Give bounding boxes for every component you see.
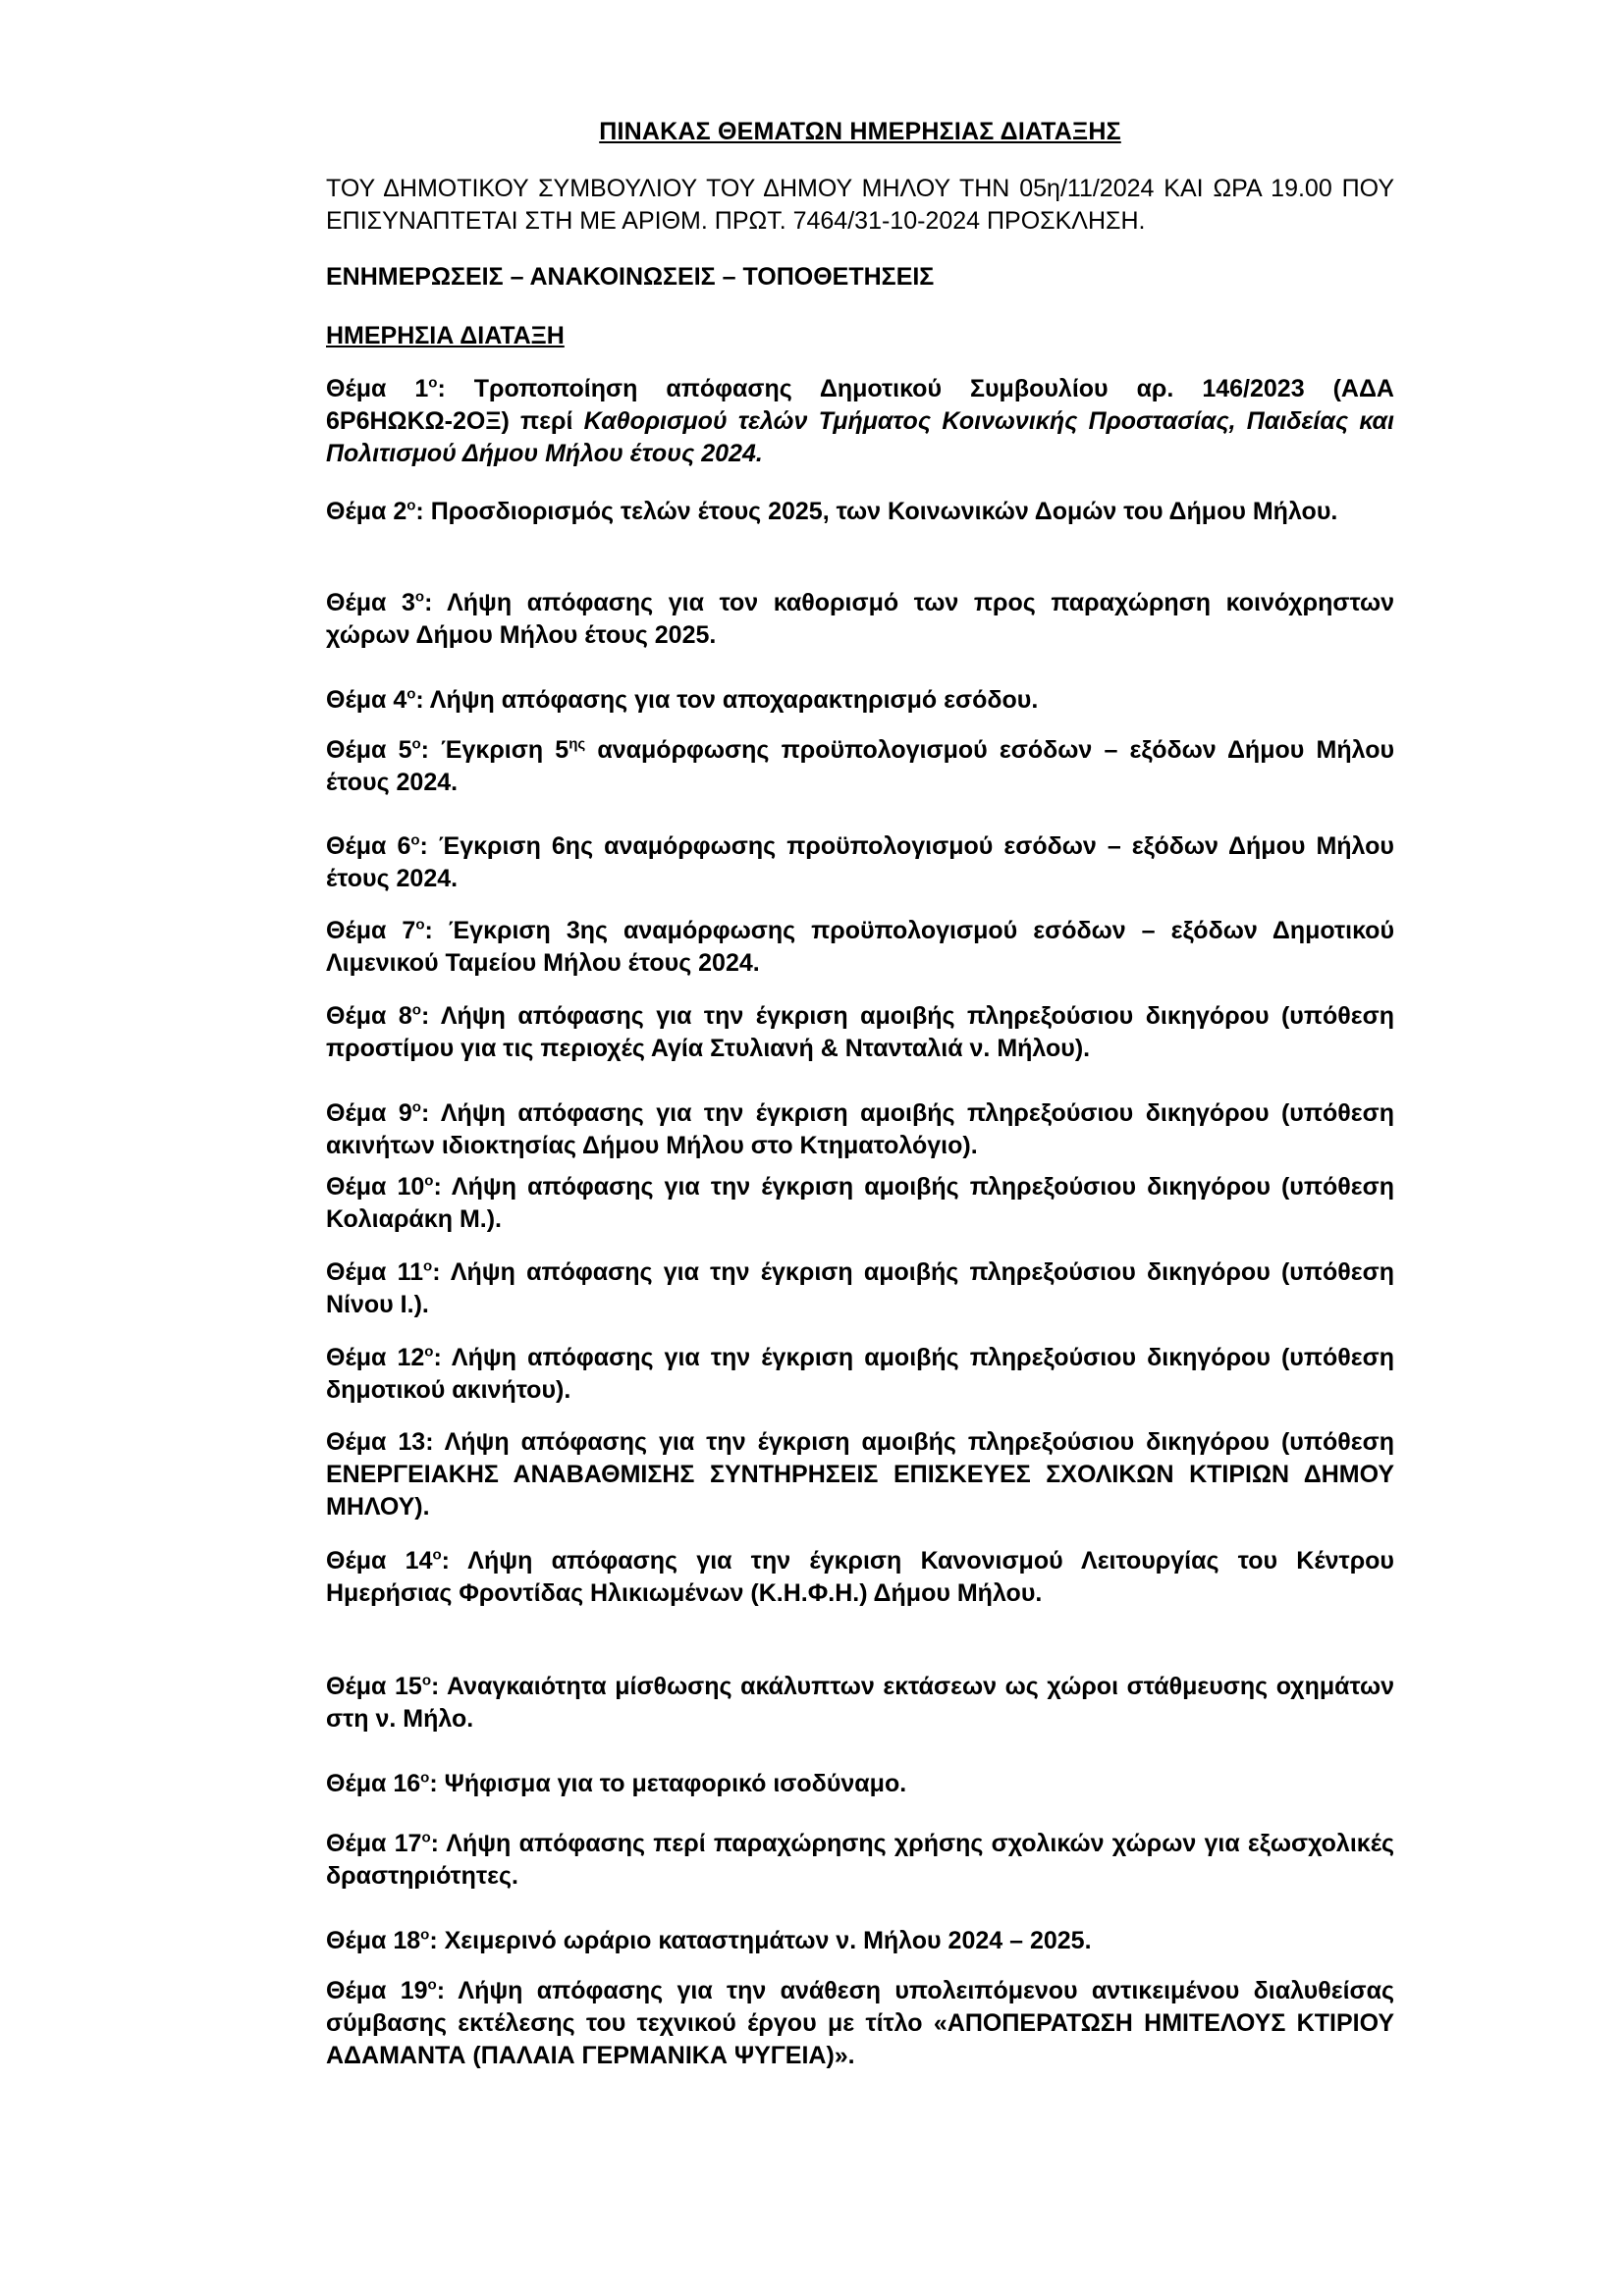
- agenda-item-1: [326, 373, 1394, 470]
- item-label: Θέμα 13: [326, 1428, 426, 1456]
- agenda-item-5: [326, 734, 1394, 799]
- agenda-item-14: [326, 1545, 1394, 1610]
- item-label: Θέμα 1: [326, 375, 429, 402]
- agenda-item-4: [326, 684, 1394, 717]
- item-text: : Λήψη απόφασης για τον αποχαρακτηρισμό εσόδου.: [415, 686, 1039, 714]
- item-label: Θέμα 5: [326, 736, 412, 764]
- item-sup-ordinal: ης: [568, 735, 586, 753]
- item-text: : Λήψη απόφασης περί παραχώρησης χρήσης σχολικών χώρων για εξωσχολικές δραστηριότητες.: [326, 1830, 1394, 1890]
- item-label: Θέμα 10: [326, 1173, 425, 1201]
- item-label: Θέμα 15: [326, 1673, 422, 1700]
- item-label: Θέμα 16: [326, 1770, 421, 1797]
- item-text: : Αναγκαιότητα μίσθωσης ακάλυπτων εκτάσεων ως χώροι στάθμευσης οχημάτων στη ν. Μήλο.: [326, 1673, 1394, 1733]
- item-sup: ο: [406, 685, 416, 703]
- agenda-item-17: [326, 1828, 1394, 1893]
- item-sup: ο: [423, 1257, 433, 1275]
- item-label: Θέμα 7: [326, 917, 416, 944]
- item-sup: ο: [411, 735, 421, 753]
- item-label: Θέμα 12: [326, 1344, 425, 1371]
- agenda-item-3: [326, 587, 1394, 652]
- agenda-item-13: [326, 1426, 1394, 1523]
- section-announcements: ΕΝΗΜΕΡΩΣΕΙΣ – ΑΝΑΚΟΙΝΩΣΕΙΣ – ΤΟΠΟΘΕΤΗΣΕΙΣ: [326, 263, 935, 291]
- item-sup: ο: [421, 1672, 431, 1689]
- item-label: Θέμα 11: [326, 1258, 424, 1286]
- agenda-item-18: [326, 1925, 1394, 1957]
- item-text: : Έγκριση 6ης αναμόρφωσης προϋπολογισμού εσόδων – εξόδων Δήμου Μήλου έτους 2024.: [326, 832, 1394, 892]
- agenda-item-15: [326, 1671, 1394, 1735]
- item-text: : Λήψη απόφασης για την έγκριση αμοιβής πληρεξούσιου δικηγόρου (υπόθεση προστίμου για τις περιοχές Αγία Στυλιανή & Ντανταλιά ν. Μήλου).: [326, 1002, 1395, 1062]
- item-label: Θέμα 9: [326, 1099, 412, 1127]
- item-sup: ο: [427, 1976, 437, 1994]
- item-label: Θέμα 4: [326, 686, 407, 714]
- item-sup: ο: [415, 916, 425, 934]
- item-text: : Λήψη απόφασης για τον καθορισμό των προς παραχώρηση κοινόχρηστων χώρων Δήμου Μήλου έτους 2025.: [326, 589, 1394, 649]
- item-text: : Έγκριση 5: [420, 736, 569, 764]
- item-sup: ο: [420, 1926, 430, 1944]
- agenda-item-19: [326, 1975, 1394, 2072]
- agenda-item-12: [326, 1342, 1394, 1407]
- item-sup: ο: [406, 497, 416, 514]
- item-sup: ο: [420, 1769, 430, 1787]
- item-label: Θέμα 2: [326, 498, 407, 525]
- document-title: ΠΙΝΑΚΑΣ ΘΕΜΑΤΩΝ ΗΜΕΡΗΣΙΑΣ ΔΙΑΤΑΞΗΣ: [599, 118, 1121, 145]
- item-text: : Έγκριση 3ης αναμόρφωσης προϋπολογισμού εσόδων – εξόδων Δημοτικού Λιμενικού Ταμείου Μήλου έτους 2024.: [326, 917, 1394, 977]
- section-agenda: ΗΜΕΡΗΣΙΑ ΔΙΑΤΑΞΗ: [326, 322, 565, 349]
- item-text: : Λήψη απόφασης για την έγκριση αμοιβής πληρεξούσιου δικηγόρου (υπόθεση ΕΝΕΡΓΕΙΑΚΗΣ ΑΝΑΒΑΘΜΙΣΗΣ ΣΥΝΤΗΡΗΣΕΙΣ ΕΠΙΣΚΕΥΕΣ ΣΧΟΛΙΚΩΝ ΚΤΙΡΙΩΝ ΔΗΜΟΥ ΜΗΛΟΥ).: [326, 1428, 1394, 1521]
- item-text: : Λήψη απόφασης για την έγκριση αμοιβής πληρεξούσιου δικηγόρου (υπόθεση ακινήτων ιδιοκτησίας Δήμου Μήλου στο Κτηματολόγιο).: [326, 1099, 1395, 1159]
- item-label: Θέμα 19: [326, 1977, 428, 2004]
- item-italic: Καθορισμού τελών Τμήματος Κοινωνικής Προστασίας, Παιδείας και Πολιτισμού Δήμου Μήλου έτους 2024.: [326, 407, 1395, 467]
- item-text: : Λήψη απόφασης για την έγκριση αμοιβής πληρεξούσιου δικηγόρου (υπόθεση Νίνου Ι.).: [326, 1258, 1395, 1318]
- item-text-rest: αναμόρφωσης προϋπολογισμού εσόδων – εξόδων Δήμου Μήλου έτους 2024.: [326, 736, 1395, 796]
- item-text: : Λήψη απόφασης για την ανάθεση υπολειπόμενου αντικειμένου διαλυθείσας σύμβασης εκτέλεσης του τεχνικού έργου με τίτλο «ΑΠΟΠΕΡΑΤΩΣΗ ΗΜΙΤΕΛΟΥΣ ΚΤΙΡΙΟΥ ΑΔΑΜΑΝΤΑ (ΠΑΛΑΙΑ ΓΕΡΜΑΝΙΚΑ ΨΥΓΕΙΑ)».: [326, 1977, 1394, 2069]
- item-label: Θέμα 3: [326, 589, 415, 616]
- item-sup: ο: [414, 588, 425, 606]
- agenda-item-11: [326, 1256, 1394, 1321]
- item-sup: ο: [424, 1172, 434, 1190]
- item-text: : Λήψη απόφασης για την έγκριση αμοιβής πληρεξούσιου δικηγόρου (υπόθεση Κολιαράκη Μ.).: [326, 1173, 1394, 1233]
- agenda-item-10: [326, 1171, 1394, 1236]
- item-text: : Ψήφισμα για το μεταφορικό ισοδύναμο.: [429, 1770, 907, 1797]
- item-label: Θέμα 14: [326, 1547, 433, 1575]
- agenda-item-2: [326, 496, 1394, 528]
- agenda-item-16: [326, 1768, 1394, 1800]
- item-text: : Χειμερινό ωράριο καταστημάτων ν. Μήλου 2024 – 2025.: [429, 1927, 1092, 1954]
- item-text: : Λήψη απόφασης για την έγκριση αμοιβής πληρεξούσιου δικηγόρου (υπόθεση δημοτικού ακινήτου).: [326, 1344, 1394, 1404]
- item-label: Θέμα 17: [326, 1830, 422, 1857]
- agenda-item-6: [326, 830, 1394, 895]
- agenda-item-8: [326, 1000, 1394, 1065]
- agenda-item-9: [326, 1097, 1394, 1162]
- item-sup: ο: [421, 1829, 431, 1846]
- item-label: Θέμα 8: [326, 1002, 412, 1030]
- item-sup: ο: [411, 1098, 421, 1116]
- item-text: : Λήψη απόφασης για την έγκριση Κανονισμού Λειτουργίας του Κέντρου Ημερήσιας Φροντίδας Ηλικιωμένων (Κ.Η.Φ.Η.) Δήμου Μήλου.: [326, 1547, 1394, 1607]
- item-text: : Προσδιορισμός τελών έτους 2025, των Κοινωνικών Δομών του Δήμου Μήλου.: [415, 498, 1338, 525]
- item-label: Θέμα 18: [326, 1927, 421, 1954]
- item-text: : Τροποποίηση απόφασης Δημοτικού Συμβουλίου αρ. 146/2023 (ΑΔΑ 6Ρ6ΗΩΚΩ-2ΟΞ) περί: [326, 375, 1394, 435]
- item-sup: ο: [432, 1546, 442, 1564]
- item-label: Θέμα 6: [326, 832, 411, 860]
- document-intro: ΤΟΥ ΔΗΜΟΤΙΚΟΥ ΣΥΜΒΟΥΛΙΟΥ ΤΟΥ ΔΗΜΟΥ ΜΗΛΟΥ ΤΗΝ 05η/11/2024 ΚΑΙ ΩΡΑ 19.00 ΠΟΥ ΕΠΙΣΥΝΑΠΤΕΤΑΙ ΣΤΗ ΜΕ ΑΡΙΘΜ. ΠΡΩΤ. 7464/31-10-2024 ΠΡΟΣΚΛΗΣΗ.: [326, 175, 1394, 235]
- agenda-item-7: [326, 915, 1394, 980]
- item-sup: ο: [424, 1343, 434, 1361]
- item-sup: ο: [411, 1001, 421, 1019]
- item-sup: ο: [410, 831, 420, 849]
- item-sup: ο: [428, 374, 438, 392]
